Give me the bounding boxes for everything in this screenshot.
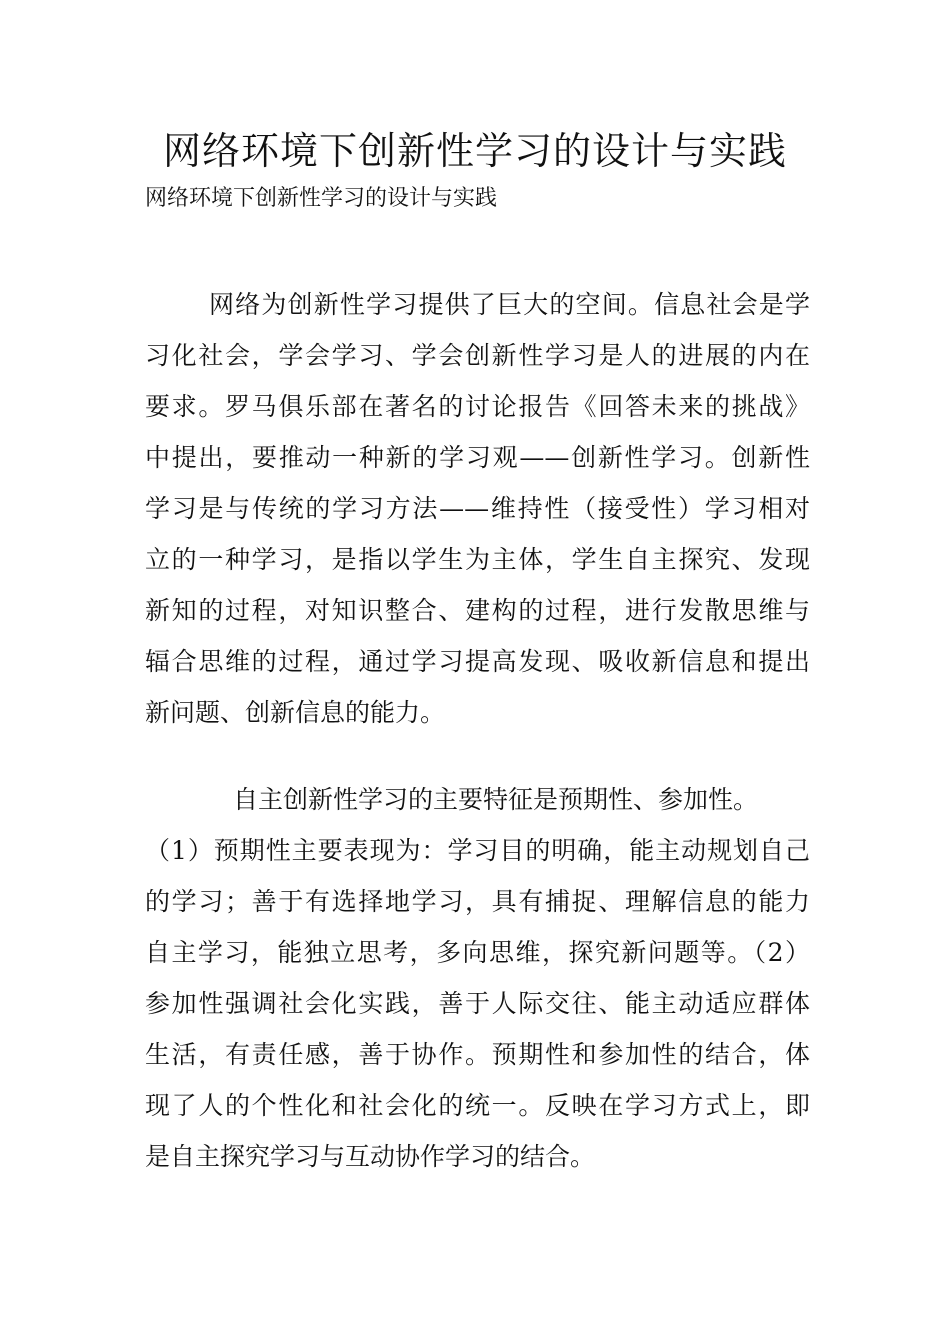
paragraph-line: 要求。罗马俱乐部在著名的讨论报告《回答未来的挑战》 (145, 392, 810, 421)
document-subtitle: 网络环境下创新性学习的设计与实践 (145, 186, 498, 211)
paragraph-line: 中提出，要推动一种新的学习观——创新性学习。创新性 (145, 443, 810, 472)
paragraph-line: （1）预期性主要表现为：学习目的明确，能主动规划自己 (145, 836, 810, 865)
paragraph-line: 自主创新性学习的主要特征是预期性、参加性。 (233, 785, 759, 814)
paragraph-line: 立的一种学习，是指以学生为主体，学生自主探究、发现 (145, 545, 810, 574)
document-title: 网络环境下创新性学习的设计与实践 (162, 129, 787, 173)
paragraph-line: 学习是与传统的学习方法——维持性（接受性）学习相对 (145, 494, 810, 523)
paragraph-line: 辐合思维的过程，通过学习提高发现、吸收新信息和提出 (145, 647, 810, 676)
paragraph-line: 生活，有责任感，善于协作。预期性和参加性的结合，体 (145, 1040, 810, 1069)
paragraph-line: 的学习；善于有选择地学习，具有捕捉、理解信息的能力 (145, 887, 810, 916)
body-paragraph-1 (145, 279, 810, 738)
paragraph-line: 是自主探究学习与互动协作学习的结合。 (145, 1142, 596, 1171)
paragraph-line: 网络为创新性学习提供了巨大的空间。信息社会是学 (209, 290, 810, 319)
paragraph-line: 现了人的个性化和社会化的统一。反映在学习方式上，即 (145, 1091, 810, 1120)
paragraph-line: 习化社会，学会学习、学会创新性学习是人的进展的内在 (145, 341, 810, 370)
body-paragraph-2 (145, 774, 810, 1182)
paragraph-line: 新知的过程，对知识整合、建构的过程，进行发散思维与 (145, 596, 810, 625)
paragraph-line: 参加性强调社会化实践，善于人际交往、能主动适应群体 (145, 989, 810, 1018)
paragraph-line: 自主学习，能独立思考，多向思维，探究新问题等。（2） (145, 938, 810, 967)
paragraph-line: 新问题、创新信息的能力。 (145, 698, 446, 727)
